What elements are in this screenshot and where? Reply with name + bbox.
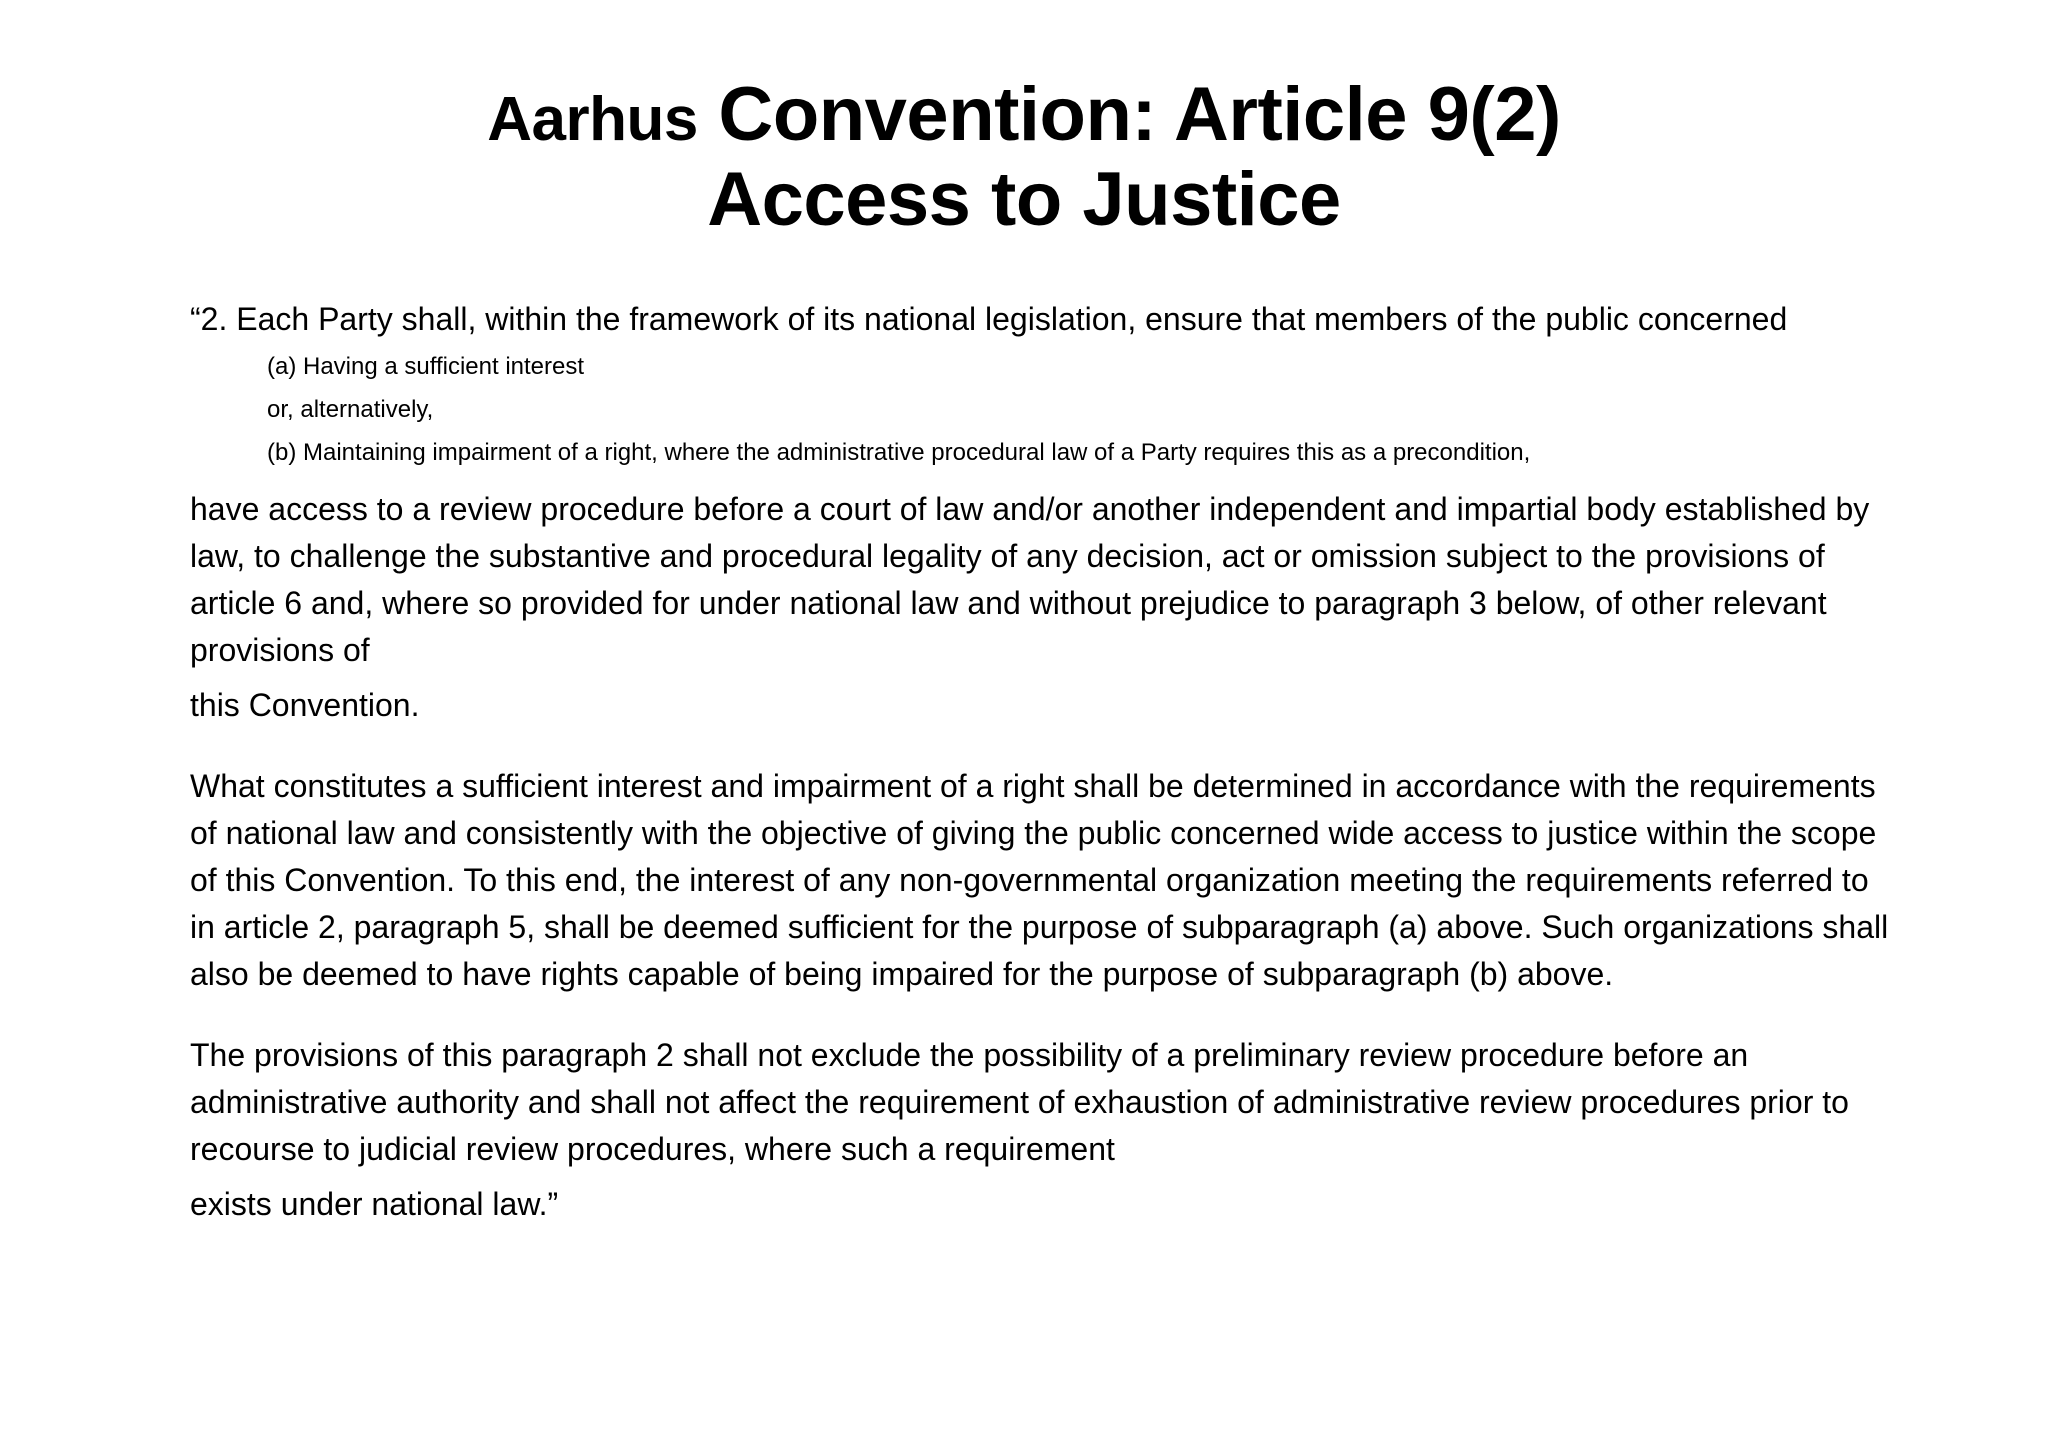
sufficient-interest-paragraph: What constitutes a sufficient interest and impairment of a right shall be determined in accordance with the requirements of national law and consistently with the objective of giving the public concerned wide access to justice within the scope of this Convention. To this end, the interest of any non-governmental organization meeting the requirements referred to in article 2, paragraph 5, shall be deemed sufficient for the purpose of subparagraph (a) above. Such organizations shall also be deemed to have rights capable of being impaired for the purpose of subparagraph (b) above. [190, 768, 1889, 992]
review-paragraph-continuation: this Convention. [190, 687, 420, 723]
sub-item-or: or, alternatively, [267, 396, 434, 423]
review-paragraph: have access to a review procedure before a court of law and/or another independent and impartial body established by law, to challenge the substantive and procedural legality of any decision, act or omission subject to the provisions of article 6 and, where so provided for under national law and without prejudice to paragraph 3 below, of other relevant provisions of [190, 491, 1870, 668]
sub-item-a: (a) Having a sufficient interest [267, 353, 585, 380]
slide-title [0, 72, 2048, 242]
preliminary-review-paragraph: The provisions of this paragraph 2 shall not exclude the possibility of a preliminary review procedure before an administrative authority and shall not affect the requirement of exhaustion of administrative review procedures prior to recourse to judicial review procedures, where such a requirement [190, 1037, 1849, 1167]
title-line-1 [0, 72, 2048, 157]
intro-paragraph: “2. Each Party shall, within the framework of its national legislation, ensure that members of the public concerned [190, 301, 1788, 337]
title-word-aarhus: Aarhus [487, 85, 698, 154]
sub-item-b: (b) Maintaining impairment of a right, where the administrative procedural law of a Party requires this as a precondition, [267, 439, 1531, 466]
slide-body [190, 296, 1890, 1228]
preliminary-review-continuation: exists under national law.” [190, 1186, 559, 1222]
title-line-2: Access to Justice [707, 157, 1341, 243]
title-rest: Convention: Article 9(2) [697, 72, 1561, 157]
